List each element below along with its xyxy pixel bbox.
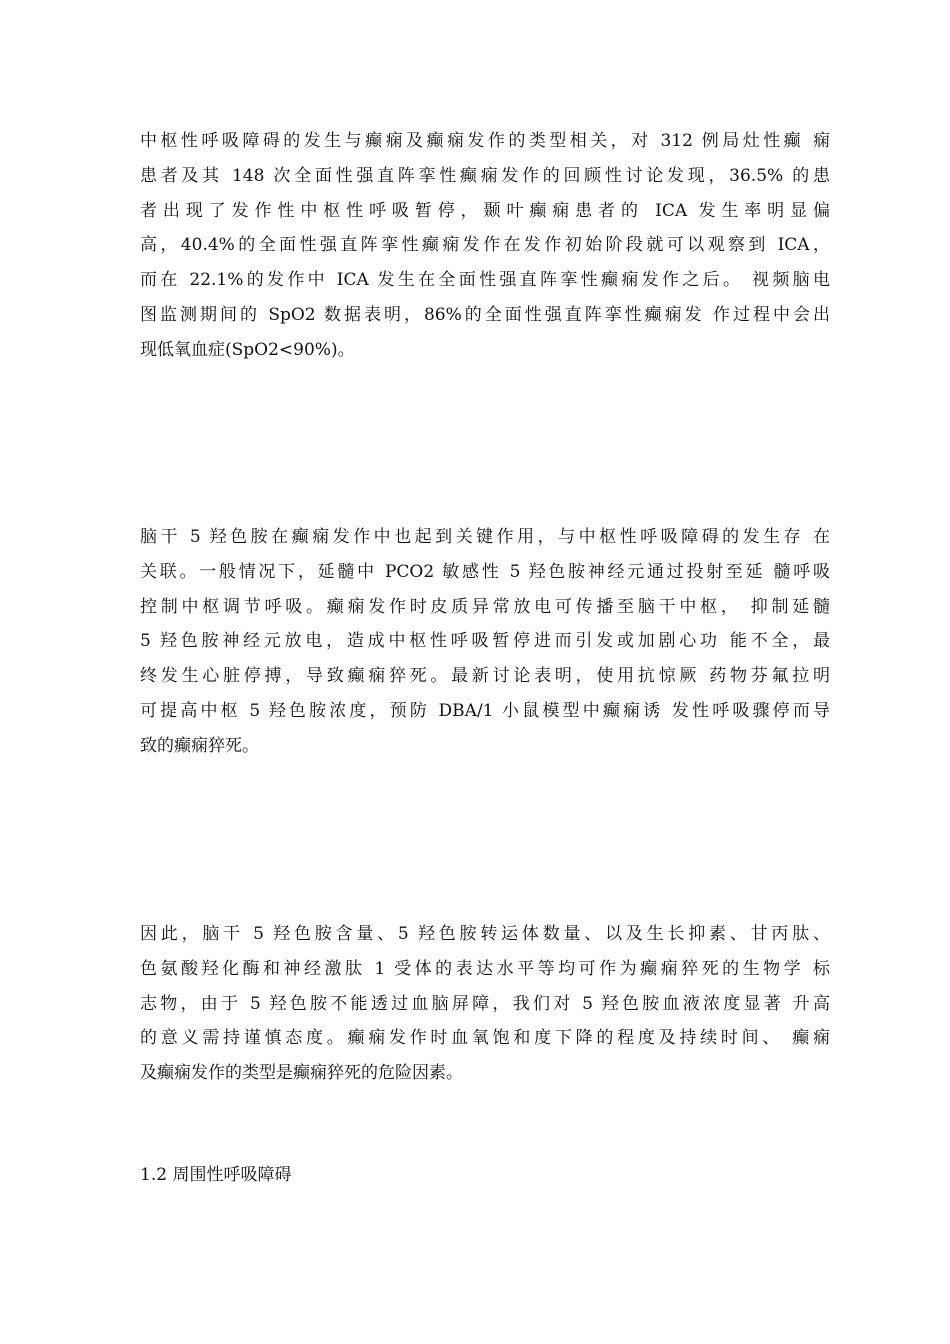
paragraph-line: 高，40.4%的全面性强直阵挛性癫痫发作在发作初始阶段就可以观察到 ICA， [140,235,830,256]
paragraph-line: 志物，由于 5 羟色胺不能透过血脑屏障，我们对 5 羟色胺血液浓度显著 升高 [140,993,830,1014]
paragraph-central-respiratory-disorder [140,124,830,368]
paragraph-line: 中枢性呼吸障碍的发生与癫痫及癫痫发作的类型相关，对 312 例局灶性癫 痫 [140,131,830,151]
paragraph-line: 控制中枢调节呼吸。癫痫发作时皮质异常放电可传播至脑干中枢， 抑制延髓 [140,596,830,617]
paragraph-line: 致的癫痫猝死。 [140,735,259,756]
paragraph-line: 色氨酸羟化酶和神经激肽 1 受体的表达水平等均可作为癫痫猝死的生物学 标 [140,958,830,979]
paragraph-line: 而在 22.1%的发作中 ICA 发生在全面性强直阵挛性癫痫发作之后。 视频脑电 [140,270,830,291]
paragraph-line: 图监测期间的 SpO2 数据表明，86%的全面性强直阵挛性癫痫发 作过程中会出 [140,304,830,325]
paragraph-line: 可提高中枢 5 羟色胺浓度，预防 DBA/1 小鼠模型中癫痫诱 发性呼吸骤停而导 [140,700,830,721]
paragraph-line: 脑干 5 羟色胺在癫痫发作中也起到关键作用，与中枢性呼吸障碍的发生存 在 [140,527,830,547]
paragraph-line: 因此，脑干 5 羟色胺含量、5 羟色胺转运体数量、以及生长抑素、甘丙肽、 [140,924,830,944]
paragraph-line: 5 羟色胺神经元放电，造成中枢性呼吸暂停进而引发或加剧心功 能不全，最 [140,631,830,652]
paragraph-line: 终发生心脏停搏，导致癫痫猝死。最新讨论表明，使用抗惊厥 药物芬氟拉明 [140,666,830,687]
paragraph-line: 关联。一般情况下，延髓中 PCO2 敏感性 5 羟色胺神经元通过投射至延 髓呼吸 [140,561,830,582]
paragraph-brainstem-serotonin [140,520,830,764]
paragraph-line: 及癫痫发作的类型是癫痫猝死的危险因素。 [140,1063,463,1084]
paragraph-line: 患者及其 148 次全面性强直阵挛性癫痫发作的回顾性讨论发现，36.5% 的患 [140,165,830,186]
paragraph-line: 现低氧血症(SpO2<90%)。 [140,339,355,360]
paragraph-line: 者出现了发作性中枢性呼吸暂停，颞叶癫痫患者的 ICA 发生率明显偏 [140,200,830,221]
section-heading-container [140,1158,830,1193]
paragraph-biomarkers [140,917,830,1091]
paragraph-line: 的意义需持谨慎态度。癫痫发作时血氧饱和度下降的程度及持续时间、 癫痫 [140,1028,830,1049]
section-heading: 1.2 周围性呼吸障碍 [140,1165,292,1185]
